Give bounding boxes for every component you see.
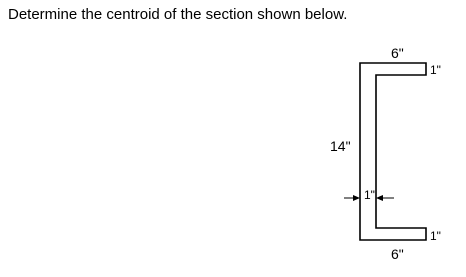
dim-bottom-thickness: 1" [430,229,441,243]
web-dim-right-arrow [376,195,383,201]
dim-web-thickness: 1" [364,188,375,202]
dim-bottom-width: 6" [391,246,404,262]
channel-section-outline [360,63,426,240]
problem-statement: Determine the centroid of the section shown below. [8,6,348,23]
dim-height: 14" [330,138,351,154]
web-dim-left-arrow [353,195,360,201]
dim-top-width: 6" [391,45,404,61]
dim-top-thickness: 1" [430,63,441,77]
